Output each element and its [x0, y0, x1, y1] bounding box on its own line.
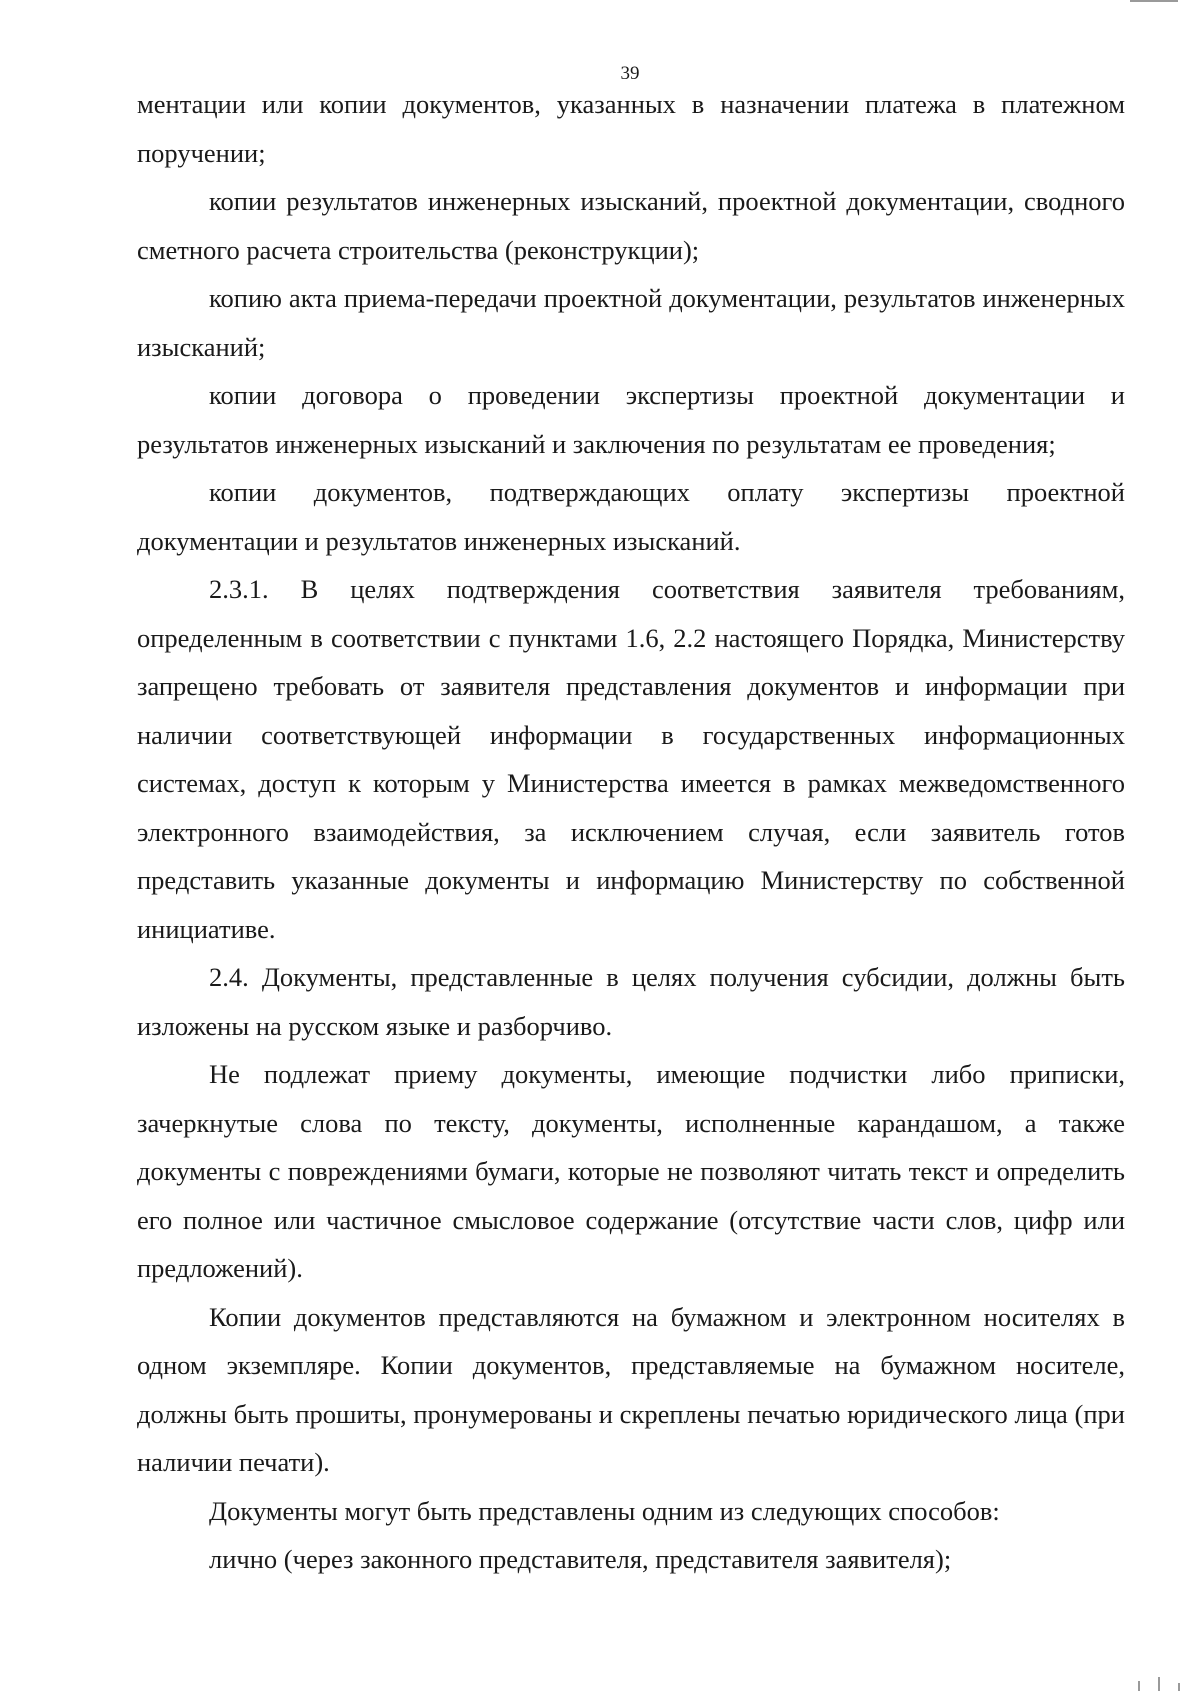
scan-artifact	[1138, 1681, 1140, 1691]
paragraph: ментации или копии документов, указанных в назначении платежа в платежном поручении;	[137, 89, 1125, 168]
paragraph: копии документов, подтверждающих оплату экспертизы проектной документации и результатов инженерных изысканий.	[137, 477, 1125, 556]
paragraph: копию акта приема-передачи проектной документации, результатов инженерных изысканий;	[137, 283, 1125, 362]
page-number: 39	[620, 63, 640, 84]
scan-artifact	[1178, 1683, 1180, 1691]
paragraph: копии договора о проведении экспертизы проектной документации и результатов инженерных изысканий и заключения по результатам ее проведения;	[137, 380, 1125, 459]
paragraph: Документы могут быть представлены одним из следующих способов:	[209, 1495, 1000, 1526]
paragraph: Не подлежат приему документы, имеющие подчистки либо приписки, зачеркнутые слова по тексту, документы, исполненные карандашом, а также документы с повреждениями бумаги, которые не позволяют читать текст и определить его полное или частичное смысловое содержание (отсутствие части слов, цифр или предложений).	[137, 1059, 1125, 1283]
paragraph: лично (через законного представителя, представителя заявителя);	[209, 1544, 952, 1574]
paragraph-section-2-3-1: 2.3.1. В целях подтверждения соответствия заявителя требованиям, определенным в соответствии с пунктами 1.6, 2.2 настоящего Порядка, Министерству запрещено требовать от заявителя представления документов и информации при наличии соответствующей информации в государственных информационных системах, доступ к которым у Министерства имеется в рамках межведомственного электронного взаимодействия, за исключением случая, если заявитель готов представить указанные документы и информацию Министерству по собственной инициативе.	[137, 574, 1125, 944]
scan-artifact	[1158, 1677, 1160, 1691]
paragraph: копии результатов инженерных изысканий, проектной документации, сводного сметного расчета строительства (реконструкции);	[137, 186, 1125, 265]
document-body	[137, 80, 1125, 1584]
paragraph-section-2-4: 2.4. Документы, представленные в целях получения субсидии, должны быть изложены на русском языке и разборчиво.	[137, 962, 1125, 1041]
scan-artifact	[1130, 0, 1178, 2]
paragraph: Копии документов представляются на бумажном и электронном носителях в одном экземпляре. Копии документов, представляемые на бумажном носителе, должны быть прошиты, пронумерованы и скреплены печатью юридического лица (при наличии печати).	[137, 1301, 1125, 1477]
